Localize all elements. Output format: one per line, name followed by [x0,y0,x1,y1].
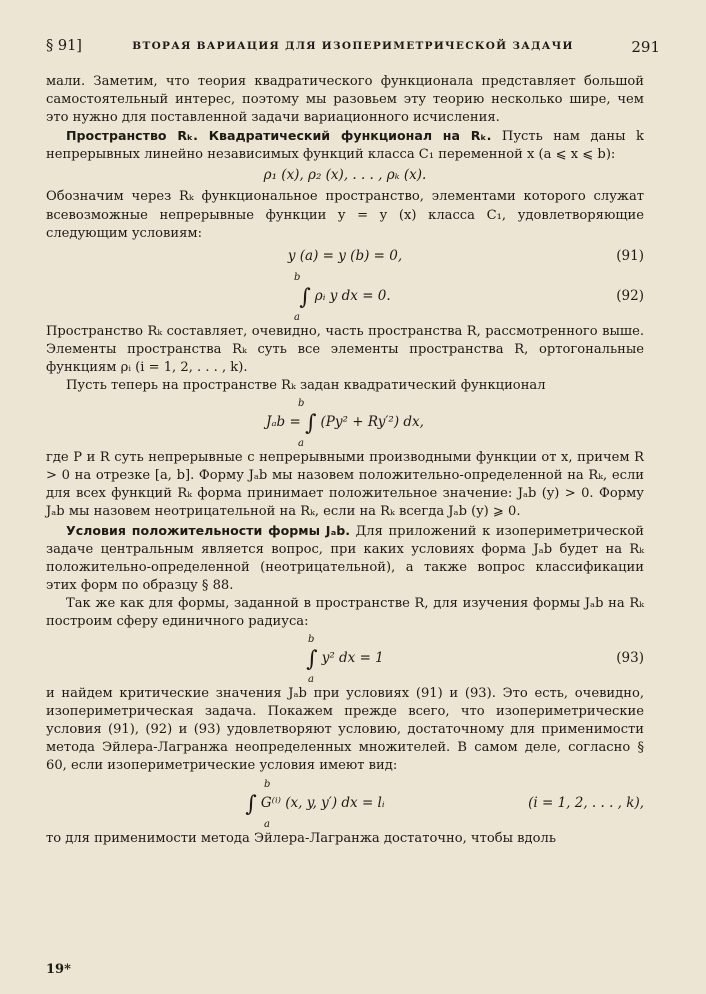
paragraph: Так же как для формы, заданной в пространстве R, для изучения формы Jₐb на Rₖ построим сферу единичного радиуса: [46,595,644,629]
equation-91 [46,243,644,269]
section-heading: Пространство Rₖ. Квадратический функционал на Rₖ. [66,128,492,144]
upper-limit: b [294,271,301,283]
paragraph: Пусть теперь на пространстве Rₖ задан квадратический функционал [66,378,546,394]
section-ref: § 91] [46,38,82,54]
page-number: 291 [631,38,660,56]
paragraph: то для применимости метода Эйлера-Лагранжа достаточно, чтобы вдоль [46,830,556,846]
formula: ∫ G⁽ⁱ⁾ (x, y, y′) dx = lᵢ [245,791,385,817]
lower-limit: a [294,311,300,323]
upper-limit: b [264,778,271,790]
equation-condition: (i = 1, 2, . . . , k), [528,794,644,811]
integral-sign: ∫ [245,791,257,817]
paragraph: Пространство Rₖ составляет, очевидно, часть пространства R, рассмотренного выше. Элементы пространства Rₖ суть все элементы пространства R, ортогональные функциям ρᵢ (i = 1, 2, . . . , k). [46,323,644,375]
paragraph [46,127,644,164]
paragraph: мали. Заметим, что теория квадратического функционала представляет большой самостоятельный интерес, поэтому мы разовьем эту теорию несколько шире, чем это нужно для поставленной задачи вариационного исчисления. [46,74,644,126]
paragraph: где P и R суть непрерывные с непрерывными производными функции от x, причем R > 0 на отрезке [a, b]. Форму Jₐb мы назовем положительно-определенной на Rₖ, если для всех функций Rₖ форма принимает положительное значение: Jₐb (y) > 0. Форму Jₐb мы назовем неотрицательной на Rₖ, если на Rₖ всегда Jₐb (y) ⩾ 0. [46,450,644,520]
equation-J [46,395,644,449]
integral-sign: ∫ [305,411,317,437]
paragraph [46,522,644,595]
equation-number: (93) [616,650,644,667]
upper-limit: b [298,398,305,410]
equation-92 [46,269,644,323]
formula: y (a) = y (b) = 0, [287,247,403,264]
paragraph-text: Для приложений к изопериметрической задаче центральным является вопрос, при каких условиях форма Jₐb будет на Rₖ положительно-определенной (неотрицательной), а также вопрос классификации этих форм по образцу § 88. [46,523,644,593]
section-heading: Условия положительности формы Jₐb. [66,522,351,538]
equation-number: (92) [616,287,644,304]
running-title: ВТОРАЯ ВАРИАЦИЯ ДЛЯ ИЗОПЕРИМЕТРИЧЕСКОЙ ЗАДАЧИ [132,40,574,52]
equation-number: (91) [616,247,644,264]
formula: ∫ y² dx = 1 [306,647,384,673]
equation-G [46,776,644,830]
paragraph-text: Пусть нам даны k непрерывных линейно независимых функций класса C₁ переменной x (a ⩽ x ⩽ b): [46,129,644,163]
integral-sign: ∫ [306,647,318,673]
lower-limit: a [308,674,314,686]
lower-limit: a [264,818,270,830]
formula: ρ₁ (x), ρ₂ (x), . . . , ρₖ (x). [263,167,427,184]
paragraph: Обозначим через Rₖ функциональное пространство, элементами которого служат всевозможные непрерывные функции y = y (x) класса C₁, удовлетворяющие следующим условиям: [46,189,644,241]
formula: Jₐb = ∫ (Py² + Ry′²) dx, [266,411,424,437]
upper-limit: b [308,634,315,646]
signature-mark: 19* [46,962,71,977]
paragraph: и найдем критические значения Jₐb при условиях (91) и (93). Это есть, очевидно, изопериметрическая задача. Покажем прежде всего, что изопериметрические условия (91), (92) и (93) удовлетворяют условию, достаточному для применимости метода Эйлера-Лагранжа неопределенных множителей. В самом деле, согласно § 60, если изопериметрические условия имеют вид: [46,686,644,774]
running-header [46,38,660,60]
lower-limit: a [298,438,304,450]
integral-sign: ∫ [299,284,311,310]
formula-rho-list [46,164,644,188]
page-body [46,73,644,848]
formula: ∫ ρᵢ y dx = 0. [299,284,391,310]
equation-93 [46,631,644,685]
